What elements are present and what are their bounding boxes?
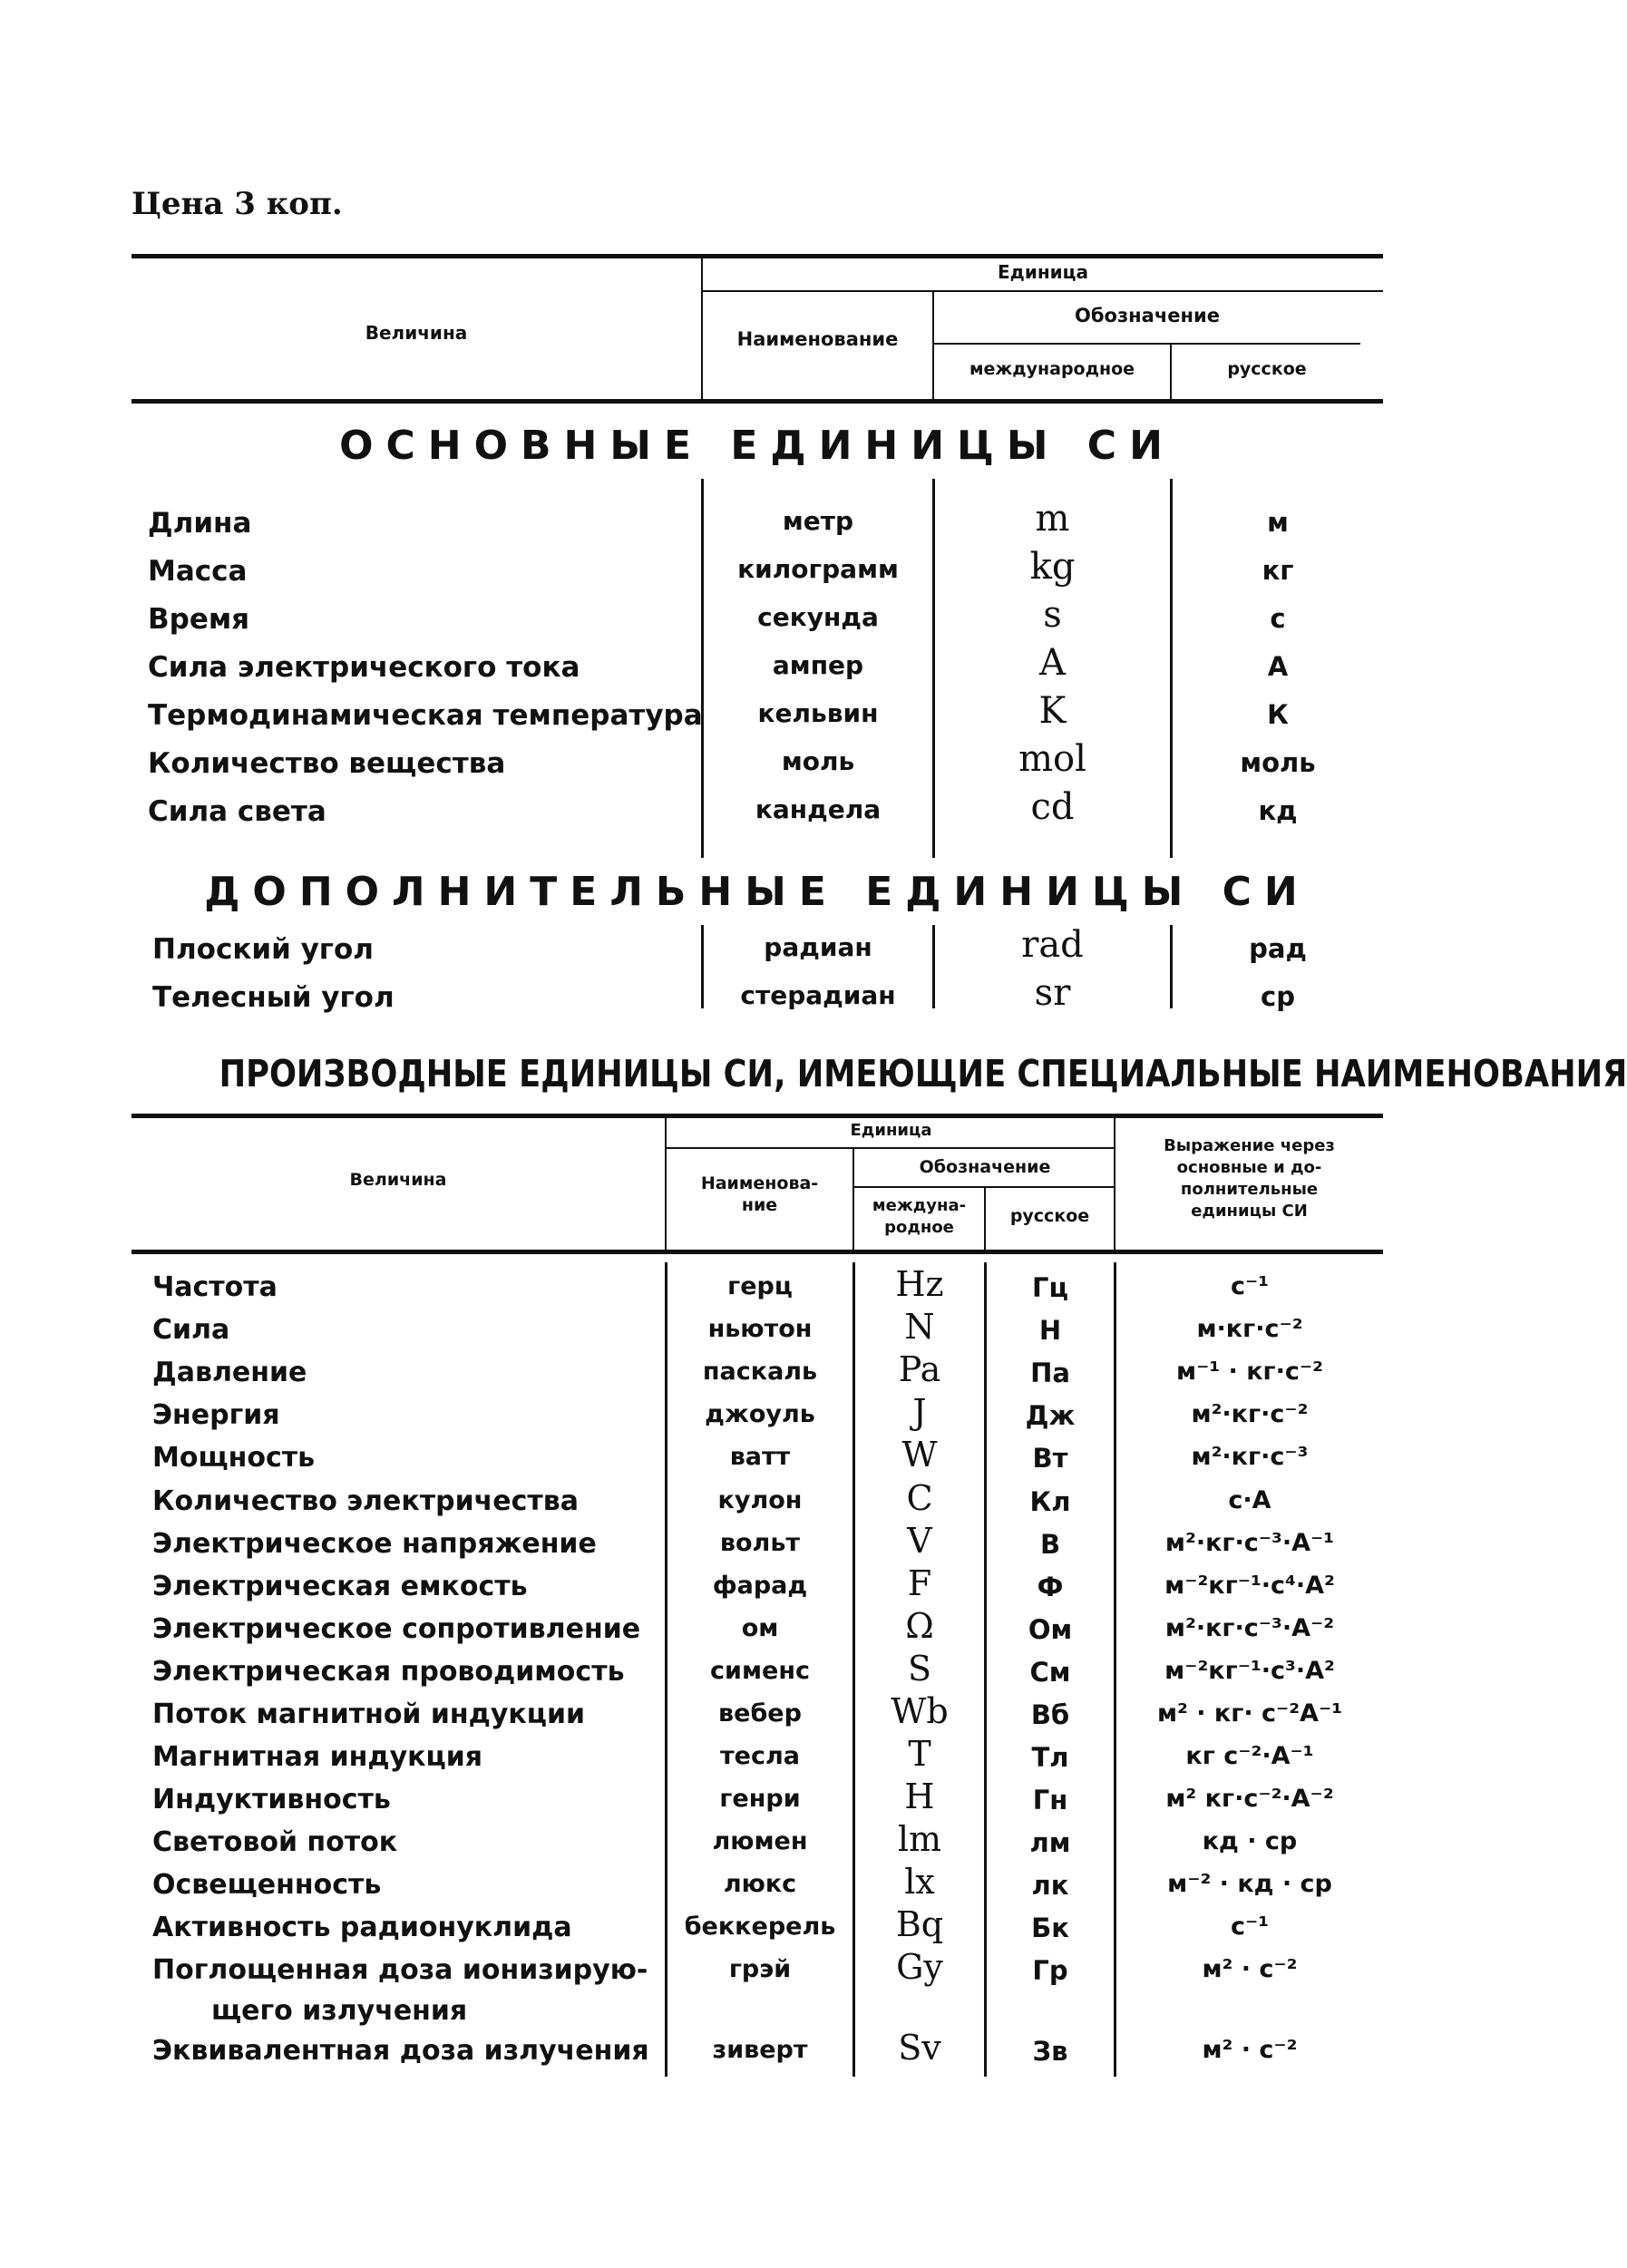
- si-expression-cell: м·кг·с⁻²: [1196, 1315, 1303, 1343]
- rus-symbol-cell: рад: [1249, 933, 1307, 964]
- rus-symbol-cell: м: [1267, 507, 1289, 538]
- rus-symbol-cell: Бк: [1031, 1913, 1069, 1943]
- unit-name-cell: ватт: [729, 1443, 791, 1471]
- intl-symbol-cell: s: [1043, 594, 1062, 636]
- rus-symbol-cell: моль: [1240, 747, 1316, 778]
- si-expression-cell: м² · с⁻²: [1202, 2036, 1298, 2064]
- table2-header-bottom-rule: [132, 1250, 1383, 1254]
- intl-symbol-cell: Pa: [898, 1349, 941, 1389]
- unit-name-cell: килограмм: [737, 554, 899, 584]
- si-expression-cell: м² · кг· с⁻²А⁻¹: [1156, 1699, 1343, 1728]
- table2-header-expr-line1: Выражение через: [1164, 1136, 1335, 1155]
- si-expression-cell: с⁻¹: [1230, 1913, 1270, 1941]
- table2-header-name: [667, 1173, 852, 1216]
- table2-header-russian: русское: [1009, 1206, 1090, 1226]
- unit-name-cell: кандела: [755, 794, 882, 824]
- table2-unit-rule: [667, 1147, 1116, 1149]
- quantity-cell: Освещенность: [152, 1869, 382, 1901]
- intl-symbol-cell: N: [904, 1307, 935, 1347]
- unit-name-cell: ньютон: [707, 1315, 813, 1343]
- si-expression-cell: м² кг·с⁻²·А⁻²: [1165, 1785, 1334, 1813]
- rus-symbol-cell: кг: [1262, 555, 1294, 586]
- quantity-cell: Телесный угол: [152, 981, 395, 1014]
- table2-header-expression: [1116, 1135, 1383, 1222]
- si-expression-cell: м²·кг·с⁻³·А⁻²: [1164, 1614, 1335, 1642]
- quantity-cell: Частота: [152, 1271, 278, 1303]
- intl-symbol-cell: Ω: [905, 1606, 934, 1646]
- rus-symbol-cell: Тл: [1031, 1742, 1069, 1773]
- unit-name-cell: кельвин: [757, 698, 879, 728]
- quantity-cell: Эквивалентная доза излучения: [152, 2035, 649, 2067]
- rus-symbol-cell: Ом: [1028, 1614, 1073, 1645]
- si-expression-cell: м⁻²кг⁻¹·с³·А²: [1164, 1657, 1335, 1685]
- table1-header-international: международное: [969, 359, 1135, 379]
- quantity-cell: Электрическое напряжение: [152, 1528, 597, 1560]
- rus-symbol-cell: лм: [1029, 1827, 1071, 1858]
- si-expression-cell: м² · с⁻²: [1202, 1955, 1298, 1983]
- quantity-cell: Количество электричества: [152, 1485, 579, 1517]
- intl-symbol-cell: Gy: [896, 1947, 943, 1987]
- rus-symbol-cell: Ф: [1037, 1572, 1064, 1602]
- unit-name-cell: моль: [781, 746, 855, 776]
- unit-name-cell: вольт: [719, 1529, 801, 1557]
- intl-symbol-cell: Bq: [895, 1904, 944, 1944]
- table2-header-unit: Единица: [850, 1121, 932, 1140]
- unit-name-cell: джоуль: [705, 1400, 815, 1428]
- unit-name-cell: метр: [782, 506, 854, 536]
- quantity-cell: Время: [148, 603, 250, 636]
- si-expression-cell: м²·кг·с⁻²: [1191, 1400, 1309, 1428]
- intl-symbol-cell: m: [1035, 498, 1070, 540]
- si-expression-cell: м⁻² · кд · ср: [1167, 1870, 1332, 1898]
- table1-designation-rule: [934, 343, 1360, 345]
- intl-symbol-cell: W: [901, 1435, 938, 1475]
- unit-name-cell: секунда: [757, 602, 879, 632]
- quantity-cell: Термодинамическая температура: [148, 699, 703, 732]
- intl-symbol-cell: V: [907, 1521, 932, 1561]
- intl-symbol-cell: T: [908, 1734, 931, 1774]
- intl-symbol-cell: kg: [1029, 546, 1076, 588]
- si-expression-cell: кд · ср: [1202, 1827, 1298, 1855]
- quantity-cell: Давление: [152, 1357, 307, 1388]
- table2-header-intl-line2: родное: [884, 1218, 954, 1237]
- intl-symbol-cell: mol: [1018, 738, 1086, 780]
- price-label: Цена 3 коп.: [132, 186, 343, 222]
- quantity-cell: Электрическое сопротивление: [152, 1613, 641, 1645]
- si-expression-cell: кг с⁻²·А⁻¹: [1185, 1742, 1314, 1770]
- quantity-cell: Длина: [148, 507, 252, 540]
- rus-symbol-cell: Вт: [1032, 1443, 1068, 1474]
- table2-header-designation: Обозначение: [919, 1157, 1051, 1177]
- rus-symbol-cell: См: [1029, 1657, 1071, 1688]
- quantity-cell: Сила света: [148, 795, 326, 828]
- quantity-cell: Электрическая проводимость: [152, 1656, 625, 1688]
- intl-symbol-cell: F: [907, 1563, 932, 1603]
- table1-top-rule: [132, 254, 1383, 258]
- rus-symbol-cell: ср: [1261, 981, 1295, 1012]
- rus-symbol-cell: В: [1039, 1529, 1061, 1560]
- quantity-cell: Энергия: [152, 1399, 280, 1431]
- rus-symbol-cell: Кл: [1029, 1486, 1071, 1517]
- rus-symbol-cell: Дж: [1025, 1400, 1076, 1431]
- table2-header-intl: [854, 1195, 984, 1239]
- rus-symbol-cell: кд: [1258, 795, 1298, 826]
- table1-header-bottom-rule: [132, 399, 1383, 404]
- intl-symbol-cell: K: [1038, 690, 1067, 732]
- quantity-cell: Поглощенная доза ионизирую-: [152, 1954, 648, 1986]
- quantity-cell: Мощность: [152, 1442, 316, 1474]
- rus-symbol-cell: Гн: [1032, 1785, 1068, 1815]
- quantity-cell: Световой поток: [152, 1826, 398, 1858]
- unit-name-cell: паскаль: [702, 1358, 818, 1386]
- unit-name-cell: радиан: [764, 932, 872, 962]
- unit-name-cell: люмен: [712, 1827, 808, 1855]
- unit-name-cell: сименс: [710, 1657, 810, 1685]
- quantity-cell: Сила: [152, 1314, 230, 1346]
- intl-symbol-cell: cd: [1030, 786, 1075, 828]
- unit-name-cell: стерадиан: [740, 980, 896, 1010]
- rus-symbol-cell: Гр: [1032, 1955, 1068, 1986]
- unit-name-cell: вебер: [718, 1699, 802, 1728]
- rus-symbol-cell: с: [1270, 603, 1286, 634]
- intl-symbol-cell: J: [912, 1392, 927, 1432]
- quantity-cell: Плоский угол: [152, 933, 375, 966]
- section-title-derived: ПРОИЗВОДНЫЕ ЕДИНИЦЫ СИ, ИМЕЮЩИЕ СПЕЦИАЛЬНЫЕ НАИМЕНОВАНИЯ: [219, 1052, 1627, 1095]
- table1-header-quantity: Величина: [365, 322, 468, 344]
- intl-symbol-cell: Sv: [898, 2028, 941, 2068]
- table2-header-expr-line4: единицы СИ: [1191, 1202, 1308, 1221]
- intl-symbol-cell: lm: [897, 1819, 942, 1859]
- unit-name-cell: зиверт: [712, 2036, 808, 2064]
- table2-header-name-line1: Наименова-: [700, 1173, 819, 1193]
- unit-name-cell: люкс: [723, 1870, 797, 1898]
- table2-header-name-line2: ние: [741, 1195, 778, 1215]
- unit-name-cell: грэй: [728, 1955, 792, 1983]
- table1-header-russian: русское: [1227, 359, 1307, 379]
- section-title-supplementary: ДОПОЛНИТЕЛЬНЫЕ ЕДИНИЦЫ СИ: [204, 869, 1310, 915]
- si-expression-cell: с⁻¹: [1230, 1272, 1270, 1300]
- unit-name-cell: герц: [727, 1272, 793, 1300]
- section-title-base: ОСНОВНЫЕ ЕДИНИЦЫ СИ: [339, 423, 1175, 469]
- table2-header-expr-line2: основные и до-: [1176, 1158, 1322, 1177]
- intl-symbol-cell: Hz: [895, 1264, 944, 1304]
- si-expression-cell: м²·кг·с⁻³: [1191, 1443, 1309, 1471]
- rus-symbol-cell: Вб: [1030, 1699, 1070, 1730]
- unit-name-cell: тесла: [720, 1742, 800, 1770]
- si-expression-cell: м²·кг·с⁻³·А⁻¹: [1164, 1529, 1335, 1557]
- si-expression-cell: м⁻²кг⁻¹·с⁴·А²: [1164, 1572, 1335, 1600]
- quantity-cell: Количество вещества: [148, 747, 506, 780]
- rus-symbol-cell: Н: [1038, 1315, 1062, 1346]
- unit-name-cell: ом: [741, 1614, 779, 1642]
- table1-unit-rule: [703, 290, 1383, 292]
- quantity-cell: Индуктивность: [152, 1784, 391, 1815]
- unit-name-cell: беккерель: [684, 1913, 836, 1941]
- rus-symbol-cell: Па: [1030, 1358, 1070, 1388]
- intl-symbol-cell: Wb: [891, 1691, 949, 1731]
- unit-name-cell: фарад: [712, 1572, 808, 1600]
- si-expression-cell: с·А: [1228, 1486, 1271, 1514]
- si-expression-cell: м⁻¹ · кг·с⁻²: [1176, 1358, 1323, 1386]
- table2-header-quantity: Величина: [349, 1170, 447, 1190]
- rus-symbol-cell: К: [1267, 699, 1289, 730]
- table1-header-unit: Единица: [998, 261, 1088, 283]
- table2-top-rule: [132, 1114, 1383, 1118]
- intl-symbol-cell: A: [1039, 642, 1066, 684]
- table1-header-designation: Обозначение: [1075, 305, 1220, 326]
- quantity-cell: Поток магнитной индукции: [152, 1699, 586, 1730]
- quantity-cell: Сила электрического тока: [148, 651, 580, 684]
- unit-name-cell: ампер: [772, 650, 864, 680]
- intl-symbol-cell: C: [906, 1478, 933, 1518]
- intl-symbol-cell: sr: [1034, 972, 1071, 1014]
- quantity-cell-continued: щего излучения: [211, 1995, 468, 2027]
- intl-symbol-cell: S: [907, 1649, 932, 1689]
- quantity-cell: Магнитная индукция: [152, 1741, 482, 1773]
- unit-name-cell: генри: [719, 1785, 801, 1813]
- rus-symbol-cell: А: [1267, 651, 1289, 682]
- intl-symbol-cell: rad: [1021, 924, 1084, 966]
- quantity-cell: Активность радионуклида: [152, 1912, 572, 1943]
- table2-header-expr-line3: полнительные: [1180, 1180, 1319, 1199]
- intl-symbol-cell: lx: [904, 1862, 935, 1902]
- quantity-cell: Масса: [148, 555, 248, 588]
- rus-symbol-cell: лк: [1031, 1870, 1069, 1901]
- intl-symbol-cell: H: [904, 1776, 935, 1816]
- rus-symbol-cell: Гц: [1032, 1272, 1068, 1303]
- unit-name-cell: кулон: [717, 1486, 803, 1514]
- quantity-cell: Электрическая емкость: [152, 1571, 528, 1602]
- table2-header-intl-line1: междуна-: [872, 1196, 967, 1215]
- rus-symbol-cell: Зв: [1032, 2036, 1068, 2067]
- table1-header-name: Наименование: [736, 328, 899, 350]
